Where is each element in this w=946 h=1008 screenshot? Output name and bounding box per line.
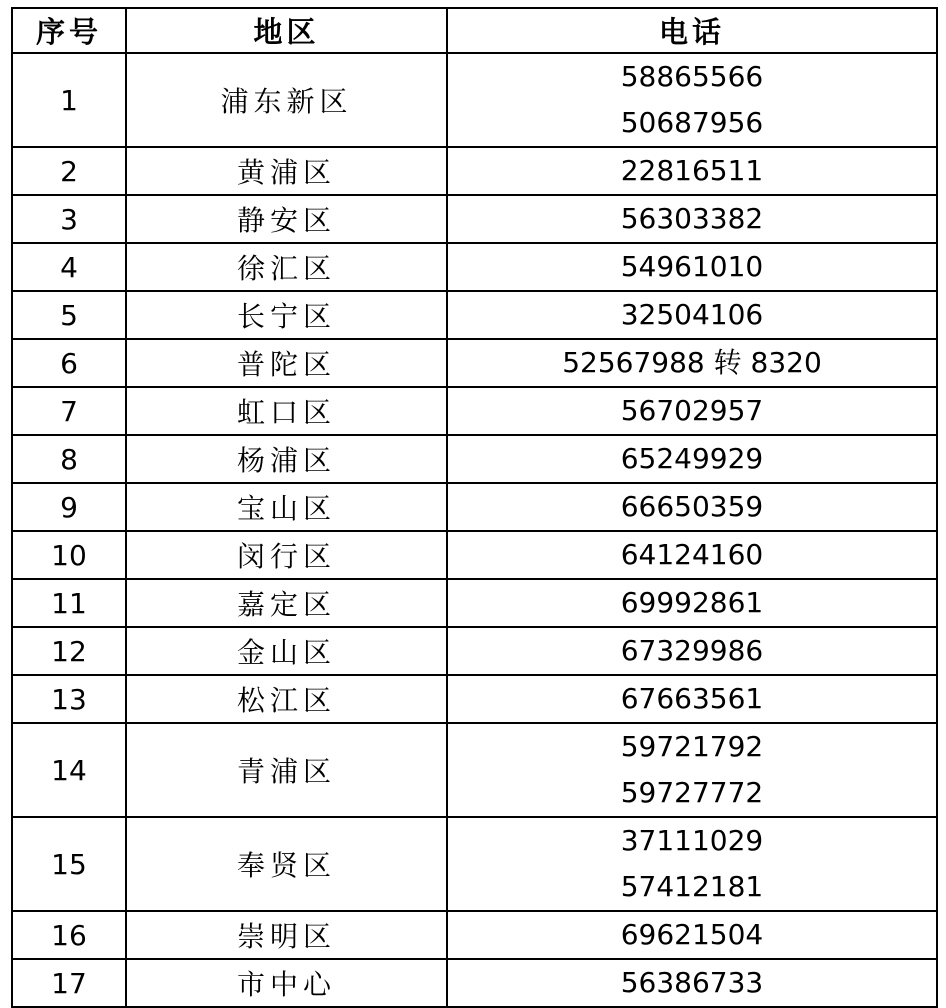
phone-number: 66650359: [620, 490, 764, 523]
row-area: 浦东新区: [126, 53, 447, 147]
row-area: 杨浦区: [126, 435, 447, 483]
phone-number: 22816511: [620, 154, 764, 187]
phone-number: 69992861: [620, 586, 764, 619]
table-row: [12, 531, 937, 579]
header-row: [12, 8, 937, 53]
row-index: 2: [12, 147, 126, 195]
table-row: [12, 435, 937, 483]
row-area: 崇明区: [126, 911, 447, 959]
table-row: [12, 243, 937, 291]
row-area: 静安区: [126, 195, 447, 243]
row-phone-cell: [447, 579, 937, 627]
header-index: 序号: [12, 8, 126, 53]
phone-number: 65249929: [620, 442, 764, 475]
row-index: 1: [12, 53, 126, 147]
phone-number: 64124160: [620, 538, 764, 571]
phone-number: 56702957: [620, 394, 764, 427]
row-area: 青浦区: [126, 723, 447, 817]
table-row: [12, 387, 937, 435]
phone-number: 56386733: [620, 966, 764, 999]
row-index: 17: [12, 959, 126, 1007]
row-phone-cell: [447, 195, 937, 243]
row-phone-cell: [447, 531, 937, 579]
table-row: [12, 579, 937, 627]
table-row: [12, 53, 937, 147]
table-row: [12, 483, 937, 531]
table-row: [12, 911, 937, 959]
phone-number: 58865566: [620, 60, 764, 93]
row-phone-cell: [447, 339, 937, 387]
row-phone-cell: [447, 53, 937, 147]
phone-number: 56303382: [620, 202, 764, 235]
table-header: [12, 8, 937, 53]
row-area: 嘉定区: [126, 579, 447, 627]
row-index: 6: [12, 339, 126, 387]
table-row: [12, 147, 937, 195]
table-row: [12, 291, 937, 339]
table-row: [12, 627, 937, 675]
phone-number: 37111029: [620, 824, 764, 857]
phone-number: 52567988 转 8320: [562, 346, 822, 379]
table-row: [12, 195, 937, 243]
row-area: 闵行区: [126, 531, 447, 579]
row-phone-cell: [447, 675, 937, 723]
row-area: 奉贤区: [126, 817, 447, 911]
row-phone-cell: [447, 817, 937, 911]
phone-number: 54961010: [620, 250, 764, 283]
row-phone-cell: [447, 435, 937, 483]
row-area: 长宁区: [126, 291, 447, 339]
row-index: 14: [12, 723, 126, 817]
phone-number: 59727772: [620, 776, 764, 809]
row-index: 3: [12, 195, 126, 243]
row-phone-cell: [447, 723, 937, 817]
phone-number: 67329986: [620, 634, 764, 667]
header-phone: 电话: [447, 8, 937, 53]
row-index: 7: [12, 387, 126, 435]
table-row: [12, 339, 937, 387]
phone-number: 50687956: [620, 106, 764, 139]
row-index: 11: [12, 579, 126, 627]
header-area: 地区: [126, 8, 447, 53]
row-phone-cell: [447, 911, 937, 959]
row-index: 5: [12, 291, 126, 339]
row-index: 9: [12, 483, 126, 531]
row-area: 市中心: [126, 959, 447, 1007]
phone-number: 57412181: [620, 870, 764, 903]
row-index: 10: [12, 531, 126, 579]
row-index: 12: [12, 627, 126, 675]
table-row: [12, 723, 937, 817]
row-area: 金山区: [126, 627, 447, 675]
row-phone-cell: [447, 483, 937, 531]
row-phone-cell: [447, 243, 937, 291]
table-row: [12, 959, 937, 1007]
row-phone-cell: [447, 959, 937, 1007]
row-area: 宝山区: [126, 483, 447, 531]
row-index: 15: [12, 817, 126, 911]
row-area: 虹口区: [126, 387, 447, 435]
district-phone-table: [11, 7, 938, 1008]
phone-number: 59721792: [620, 730, 764, 763]
row-phone-cell: [447, 627, 937, 675]
district-phone-sheet: [11, 7, 936, 1008]
table-body: [12, 53, 937, 1007]
row-area: 松江区: [126, 675, 447, 723]
phone-number: 32504106: [620, 298, 764, 331]
row-area: 普陀区: [126, 339, 447, 387]
phone-number: 67663561: [620, 682, 764, 715]
table-row: [12, 817, 937, 911]
row-area: 徐汇区: [126, 243, 447, 291]
row-phone-cell: [447, 291, 937, 339]
row-phone-cell: [447, 147, 937, 195]
row-phone-cell: [447, 387, 937, 435]
row-index: 16: [12, 911, 126, 959]
row-index: 8: [12, 435, 126, 483]
phone-number: 69621504: [620, 918, 764, 951]
row-index: 13: [12, 675, 126, 723]
table-row: [12, 675, 937, 723]
row-index: 4: [12, 243, 126, 291]
row-area: 黄浦区: [126, 147, 447, 195]
